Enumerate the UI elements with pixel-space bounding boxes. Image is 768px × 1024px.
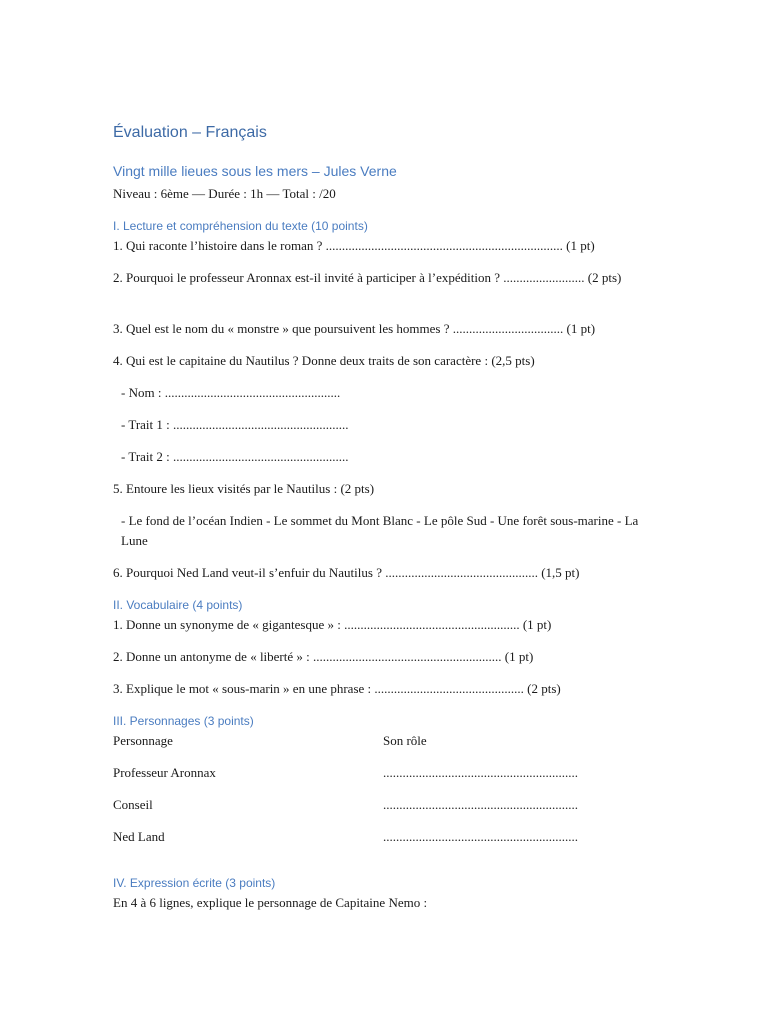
table-row <box>113 795 653 815</box>
section-heading-vocabulary: II. Vocabulaire (4 points) <box>113 598 243 612</box>
characters-table-header <box>113 731 653 751</box>
column-header-personnage: Personnage <box>113 733 173 748</box>
question-1-6: 6. Pourquoi Ned Land veut-il s’enfuir du Nautilus ? ............................................... (1,5 pt) <box>113 565 580 580</box>
character-role-blank: ............................................................ <box>383 765 578 780</box>
question-1-3: 3. Quel est le nom du « monstre » que poursuivent les hommes ? .................................. (1 pt) <box>113 321 596 336</box>
question-1-5: 5. Entoure les lieux visités par le Nautilus : (2 pts) <box>113 481 375 496</box>
answer-line-trait-1: - Trait 1 : ...................................................... <box>121 417 349 432</box>
character-name: Ned Land <box>113 829 165 844</box>
question-2-3: 3. Explique le mot « sous-marin » en une phrase : .............................................. (2 pts) <box>113 681 561 696</box>
question-1-1: 1. Qui raconte l’histoire dans le roman ? ......................................................................... (1 pt) <box>113 238 595 253</box>
section-heading-reading: I. Lecture et compréhension du texte (10 points) <box>113 219 368 233</box>
question-2-1: 1. Donne un synonyme de « gigantesque » : ...................................................... (1 pt) <box>113 617 552 632</box>
exam-meta: Niveau : 6ème — Durée : 1h — Total : /20 <box>113 186 336 201</box>
page-subtitle: Vingt mille lieues sous les mers – Jules Verne <box>113 163 397 179</box>
page-title: Évaluation – Français <box>113 124 267 141</box>
table-row <box>113 827 653 847</box>
section-heading-characters: III. Personnages (3 points) <box>113 714 254 728</box>
character-name: Conseil <box>113 797 153 812</box>
table-row <box>113 763 653 783</box>
question-1-2: 2. Pourquoi le professeur Aronnax est-il invité à participer à l’expédition ? ......................... (2 pts) <box>113 270 622 285</box>
section-heading-writing: IV. Expression écrite (3 points) <box>113 876 276 890</box>
answer-line-trait-2: - Trait 2 : ...................................................... <box>121 449 349 464</box>
column-header-role: Son rôle <box>383 733 427 748</box>
answer-line-nom: - Nom : ...................................................... <box>121 385 341 400</box>
writing-prompt: En 4 à 6 lignes, explique le personnage de Capitaine Nemo : <box>113 895 428 910</box>
question-1-4: 4. Qui est le capitaine du Nautilus ? Donne deux traits de son caractère : (2,5 pts) <box>113 353 535 368</box>
character-role-blank: ............................................................ <box>383 829 578 844</box>
character-name: Professeur Aronnax <box>113 765 216 780</box>
question-1-5-options: - Le fond de l’océan Indien - Le sommet du Mont Blanc - Le pôle Sud - Une forêt sous-marine - La Lune <box>121 513 639 548</box>
character-role-blank: ............................................................ <box>383 797 578 812</box>
question-2-2: 2. Donne un antonyme de « liberté » : .......................................................... (1 pt) <box>113 649 534 664</box>
